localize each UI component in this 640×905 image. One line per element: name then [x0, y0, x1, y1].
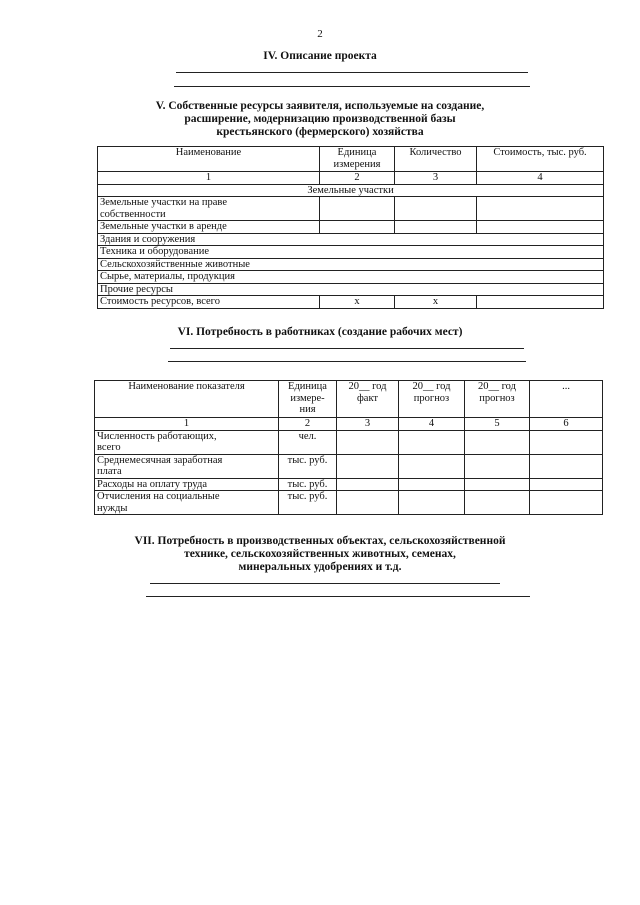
row-label: Расходы на оплату труда [95, 478, 279, 491]
blank-line [176, 72, 528, 73]
cell [477, 197, 604, 221]
cell [395, 197, 477, 221]
col-header-name: Наименование [98, 147, 320, 172]
cell [477, 221, 604, 234]
section5-title-line: расширение, модернизацию производственной базы [184, 113, 456, 125]
col-header-indicator: Наименование показателя [95, 381, 279, 418]
cell [320, 197, 395, 221]
row-label: Численность работающих, всего [95, 430, 279, 454]
cell [399, 478, 465, 491]
cell [337, 454, 399, 478]
cell [477, 296, 604, 309]
col-number: 3 [337, 418, 399, 431]
col-header-year-fact: 20__ год факт [337, 381, 399, 418]
section5-title-line: крестьянского (фермерского) хозяйства [216, 126, 424, 138]
own-resources-table [97, 146, 604, 309]
row-label: Здания и сооружения [98, 233, 604, 246]
cell [465, 430, 530, 454]
cell [337, 430, 399, 454]
row-label: Сырье, материалы, продукция [98, 271, 604, 284]
row-label: Сельскохозяйственные животные [98, 258, 604, 271]
col-number: 2 [279, 418, 337, 431]
unit-cell: чел. [279, 430, 337, 454]
col-number: 6 [530, 418, 603, 431]
row-label: Земельные участки в аренде [98, 221, 320, 234]
blank-line [170, 348, 524, 349]
blank-line [168, 361, 526, 362]
cell [337, 478, 399, 491]
col-header-more: ... [530, 381, 603, 418]
cell [530, 478, 603, 491]
unit-cell: тыс. руб. [279, 454, 337, 478]
cell [530, 430, 603, 454]
row-label: Стоимость ресурсов, всего [98, 296, 320, 309]
section4-title: IV. Описание проекта [263, 50, 377, 62]
col-header-year-forecast: 20__ год прогноз [465, 381, 530, 418]
col-header-year-forecast: 20__ год прогноз [399, 381, 465, 418]
row-label: Земельные участки на праве собственности [98, 197, 320, 221]
x-mark: х [395, 296, 477, 309]
section7-title-line: VII. Потребность в производственных объектах, сельскохозяйственной [134, 535, 506, 547]
x-mark: х [320, 296, 395, 309]
col-number: 4 [477, 172, 604, 185]
row-label: Среднемесячная заработная плата [95, 454, 279, 478]
section6-title: VI. Потребность в работниках (создание рабочих мест) [177, 326, 463, 338]
section7-title-line: минеральных удобрениях и т.д. [238, 561, 402, 573]
blank-line [174, 86, 530, 87]
cell [399, 454, 465, 478]
col-number: 2 [320, 172, 395, 185]
workers-need-table [94, 380, 603, 515]
cell [530, 454, 603, 478]
cell [465, 478, 530, 491]
col-number: 3 [395, 172, 477, 185]
cell [530, 491, 603, 515]
cell [395, 221, 477, 234]
cell [399, 430, 465, 454]
col-number: 5 [465, 418, 530, 431]
col-header-unit: Единица измере- ния [279, 381, 337, 418]
col-header-cost: Стоимость, тыс. руб. [477, 147, 604, 172]
section5-title-line: V. Собственные ресурсы заявителя, используемые на создание, [155, 100, 485, 112]
col-number: 1 [98, 172, 320, 185]
col-number: 4 [399, 418, 465, 431]
cell [465, 491, 530, 515]
row-label: Техника и оборудование [98, 246, 604, 259]
subheader-land: Земельные участки [98, 184, 604, 197]
cell [320, 221, 395, 234]
unit-cell: тыс. руб. [279, 478, 337, 491]
section7-title [0, 535, 640, 574]
col-header-quantity: Количество [395, 147, 477, 172]
row-label: Отчисления на социальные нужды [95, 491, 279, 515]
col-header-unit: Единица измерения [320, 147, 395, 172]
blank-line [146, 596, 530, 597]
section5-title [0, 100, 640, 139]
unit-cell: тыс. руб. [279, 491, 337, 515]
cell [399, 491, 465, 515]
cell [337, 491, 399, 515]
blank-line [150, 583, 500, 584]
page-number: 2 [317, 28, 323, 40]
row-label: Прочие ресурсы [98, 283, 604, 296]
col-number: 1 [95, 418, 279, 431]
section7-title-line: технике, сельскохозяйственных животных, семенах, [184, 548, 456, 560]
cell [465, 454, 530, 478]
